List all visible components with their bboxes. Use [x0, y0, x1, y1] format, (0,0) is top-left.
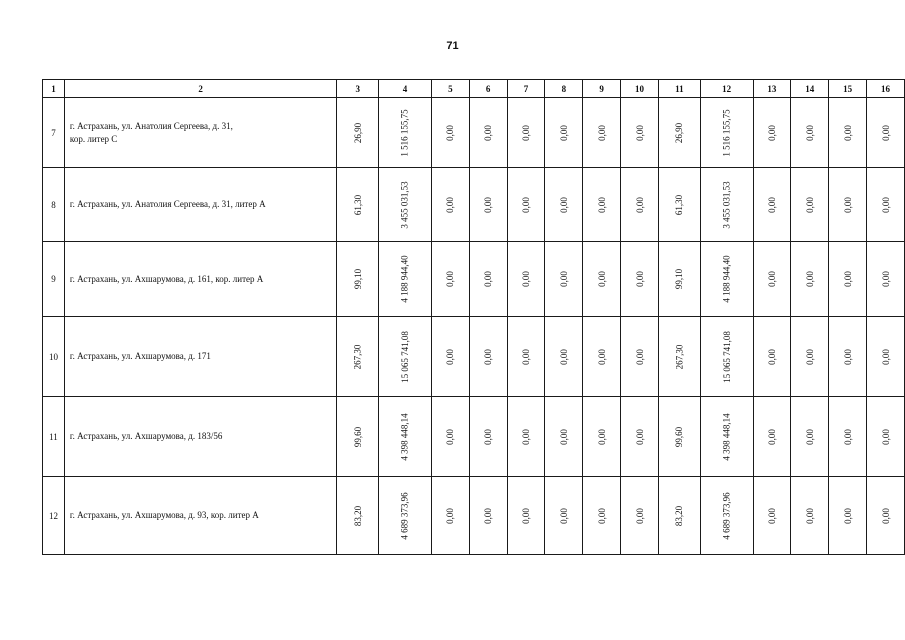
value-cell — [545, 98, 583, 168]
row-number: 9 — [43, 242, 65, 317]
row-number: 7 — [43, 98, 65, 168]
value-cell — [621, 477, 659, 555]
value-cell — [658, 477, 700, 555]
cell-value: 4 398 448,14 — [400, 412, 411, 461]
cell-value: 0,00 — [445, 124, 456, 141]
cell-value: 0,00 — [520, 428, 531, 445]
value-cell — [791, 98, 829, 168]
value-cell — [337, 168, 379, 242]
value-cell — [431, 168, 469, 242]
address-line-1: г. Астрахань, ул. Ахшарумова, д. 183/56 — [69, 431, 223, 441]
cell-value: 0,00 — [520, 124, 531, 141]
cell-value: 0,00 — [445, 348, 456, 365]
value-cell — [867, 477, 905, 555]
cell-value: 0,00 — [804, 124, 815, 141]
cell-value: 0,00 — [804, 196, 815, 213]
cell-value: 0,00 — [766, 348, 777, 365]
value-cell — [753, 317, 791, 397]
table-row — [43, 317, 905, 397]
address-cell — [64, 242, 336, 317]
value-cell — [379, 477, 432, 555]
value-cell — [469, 317, 507, 397]
cell-value: 83,20 — [352, 505, 363, 526]
column-header: 10 — [621, 80, 659, 98]
value-cell — [700, 317, 753, 397]
cell-value: 267,30 — [352, 344, 363, 369]
value-cell — [507, 397, 545, 477]
cell-value: 4 188 944,40 — [721, 255, 732, 303]
value-cell — [545, 168, 583, 242]
cell-value: 0,00 — [445, 271, 456, 287]
value-cell — [379, 98, 432, 168]
cell-value: 0,00 — [804, 507, 815, 524]
header-row — [43, 80, 905, 98]
value-cell — [507, 317, 545, 397]
cell-value: 0,00 — [634, 428, 645, 445]
address-line-1: г. Астрахань, ул. Ахшарумова, д. 161, кор. литер А — [69, 273, 264, 284]
value-cell — [507, 168, 545, 242]
cell-value: 0,00 — [558, 428, 569, 445]
value-cell — [791, 317, 829, 397]
value-cell — [829, 477, 867, 555]
value-cell — [507, 242, 545, 317]
cell-value: 267,30 — [674, 344, 685, 369]
value-cell — [469, 397, 507, 477]
value-cell — [700, 242, 753, 317]
cell-value: 1 516 155,75 — [400, 108, 411, 157]
column-header: 11 — [658, 80, 700, 98]
value-cell — [469, 98, 507, 168]
address-cell — [64, 168, 336, 242]
cell-value: 0,00 — [766, 507, 777, 524]
column-header: 6 — [469, 80, 507, 98]
value-cell — [337, 98, 379, 168]
cell-value: 0,00 — [634, 348, 645, 365]
cell-value: 61,30 — [674, 194, 685, 215]
cell-value: 0,00 — [842, 507, 853, 524]
cell-value: 0,00 — [880, 196, 891, 213]
cell-value: 0,00 — [804, 271, 815, 287]
cell-value: 0,00 — [558, 271, 569, 287]
value-cell — [431, 477, 469, 555]
cell-value: 0,00 — [880, 507, 891, 524]
cell-value: 0,00 — [766, 124, 777, 141]
cell-value: 99,60 — [674, 426, 685, 447]
cell-value: 61,30 — [352, 194, 363, 215]
value-cell — [700, 397, 753, 477]
cell-value: 99,10 — [352, 268, 363, 290]
value-cell — [621, 98, 659, 168]
cell-value: 0,00 — [596, 428, 607, 445]
address-cell — [64, 397, 336, 477]
value-cell — [791, 242, 829, 317]
page-number: 71 — [446, 40, 459, 52]
cell-value: 0,00 — [520, 507, 531, 524]
value-cell — [753, 242, 791, 317]
value-cell — [867, 242, 905, 317]
value-cell — [583, 317, 621, 397]
column-header: 1 — [43, 80, 65, 98]
cell-value: 0,00 — [445, 507, 456, 524]
cell-value: 0,00 — [880, 124, 891, 141]
cell-value: 3 455 031,53 — [400, 180, 411, 229]
value-cell — [379, 242, 432, 317]
value-cell — [791, 477, 829, 555]
cell-value: 0,00 — [483, 348, 494, 365]
value-cell — [791, 397, 829, 477]
cell-value: 0,00 — [520, 271, 531, 287]
cell-value: 0,00 — [445, 196, 456, 213]
cell-value: 0,00 — [596, 196, 607, 213]
value-cell — [829, 397, 867, 477]
column-header: 4 — [379, 80, 432, 98]
value-cell — [658, 98, 700, 168]
value-cell — [867, 98, 905, 168]
value-cell — [829, 98, 867, 168]
value-cell — [753, 98, 791, 168]
cell-value: 15 065 741,08 — [400, 330, 411, 383]
cell-value: 0,00 — [880, 271, 891, 287]
cell-value: 99,60 — [352, 426, 363, 447]
row-number: 11 — [43, 397, 65, 477]
value-cell — [431, 317, 469, 397]
cell-value: 1 516 155,75 — [721, 108, 732, 157]
address-line-1: г. Астрахань, ул. Ахшарумова, д. 171 — [69, 351, 211, 361]
value-cell — [621, 168, 659, 242]
value-cell — [867, 397, 905, 477]
cell-value: 0,00 — [483, 196, 494, 213]
value-cell — [867, 317, 905, 397]
value-cell — [753, 168, 791, 242]
value-cell — [507, 98, 545, 168]
table-row — [43, 477, 905, 555]
address-cell — [64, 98, 336, 168]
value-cell — [469, 168, 507, 242]
cell-value: 0,00 — [634, 196, 645, 213]
row-number: 12 — [43, 477, 65, 555]
cell-value: 4 188 944,40 — [400, 255, 411, 303]
cell-value: 0,00 — [445, 428, 456, 445]
value-cell — [867, 168, 905, 242]
cell-value: 0,00 — [558, 124, 569, 141]
cell-value: 0,00 — [520, 348, 531, 365]
table-body — [43, 80, 905, 555]
cell-value: 26,90 — [674, 122, 685, 143]
value-cell — [829, 317, 867, 397]
column-header: 8 — [545, 80, 583, 98]
value-cell — [658, 397, 700, 477]
column-header: 16 — [867, 80, 905, 98]
cell-value: 0,00 — [842, 428, 853, 445]
column-header: 15 — [829, 80, 867, 98]
value-cell — [583, 477, 621, 555]
table-row — [43, 242, 905, 317]
column-header: 9 — [583, 80, 621, 98]
value-cell — [791, 168, 829, 242]
value-cell — [658, 168, 700, 242]
value-cell — [431, 242, 469, 317]
cell-value: 0,00 — [483, 507, 494, 524]
cell-value: 0,00 — [842, 348, 853, 365]
cell-value: 0,00 — [634, 124, 645, 141]
column-header: 13 — [753, 80, 791, 98]
value-cell — [431, 397, 469, 477]
column-header: 7 — [507, 80, 545, 98]
cell-value: 0,00 — [766, 196, 777, 213]
address-line-1: г. Астрахань, ул. Ахшарумова, д. 93, кор. литер А — [69, 510, 259, 520]
value-cell — [583, 98, 621, 168]
cell-value: 3 455 031,53 — [721, 180, 732, 229]
address-line-2: кор. литер С — [69, 133, 118, 144]
column-header: 2 — [64, 80, 336, 98]
value-cell — [379, 317, 432, 397]
value-cell — [829, 168, 867, 242]
value-cell — [469, 477, 507, 555]
cell-value: 0,00 — [520, 196, 531, 213]
cell-value: 83,20 — [674, 505, 685, 526]
cell-value: 0,00 — [634, 271, 645, 287]
cell-value: 0,00 — [483, 124, 494, 141]
cell-value: 0,00 — [842, 196, 853, 213]
value-cell — [545, 397, 583, 477]
cell-value: 0,00 — [880, 428, 891, 445]
value-cell — [621, 242, 659, 317]
value-cell — [545, 242, 583, 317]
cell-value: 0,00 — [804, 348, 815, 365]
cell-value: 0,00 — [634, 507, 645, 524]
value-cell — [658, 242, 700, 317]
cell-value: 0,00 — [596, 271, 607, 287]
value-cell — [431, 98, 469, 168]
address-line-1: г. Астрахань, ул. Анатолия Сергеева, д. 31, литер А — [69, 199, 266, 209]
cell-value: 0,00 — [766, 428, 777, 445]
column-header: 5 — [431, 80, 469, 98]
row-number: 8 — [43, 168, 65, 242]
value-cell — [829, 242, 867, 317]
value-cell — [753, 397, 791, 477]
table-row — [43, 98, 905, 168]
row-number: 10 — [43, 317, 65, 397]
cell-value: 0,00 — [558, 348, 569, 365]
cell-value: 0,00 — [483, 428, 494, 445]
value-cell — [337, 317, 379, 397]
value-cell — [545, 317, 583, 397]
value-cell — [621, 317, 659, 397]
cell-value: 4 689 373,96 — [400, 491, 411, 540]
value-cell — [545, 477, 583, 555]
cell-value: 99,10 — [674, 268, 685, 290]
cell-value: 0,00 — [804, 428, 815, 445]
cell-value: 4 689 373,96 — [721, 491, 732, 540]
register-table — [42, 79, 905, 555]
cell-value: 0,00 — [558, 196, 569, 213]
value-cell — [700, 168, 753, 242]
value-cell — [507, 477, 545, 555]
value-cell — [337, 397, 379, 477]
value-cell — [700, 477, 753, 555]
value-cell — [658, 317, 700, 397]
cell-value: 26,90 — [352, 122, 363, 143]
value-cell — [700, 98, 753, 168]
value-cell — [621, 397, 659, 477]
cell-value: 0,00 — [558, 507, 569, 524]
column-header: 3 — [337, 80, 379, 98]
value-cell — [379, 168, 432, 242]
value-cell — [337, 477, 379, 555]
cell-value: 0,00 — [842, 124, 853, 141]
value-cell — [337, 242, 379, 317]
value-cell — [583, 168, 621, 242]
value-cell — [469, 242, 507, 317]
cell-value: 0,00 — [766, 271, 777, 287]
value-cell — [583, 397, 621, 477]
value-cell — [753, 477, 791, 555]
address-line-1: г. Астрахань, ул. Анатолия Сергеева, д. 31, — [69, 120, 233, 131]
value-cell — [583, 242, 621, 317]
column-header: 12 — [700, 80, 753, 98]
address-cell — [64, 317, 336, 397]
address-cell — [64, 477, 336, 555]
column-header: 14 — [791, 80, 829, 98]
cell-value: 0,00 — [880, 348, 891, 365]
cell-value: 0,00 — [596, 124, 607, 141]
table-row — [43, 397, 905, 477]
cell-value: 15 065 741,08 — [721, 330, 732, 383]
cell-value: 0,00 — [596, 507, 607, 524]
table-row — [43, 168, 905, 242]
cell-value: 0,00 — [483, 271, 494, 287]
cell-value: 0,00 — [842, 271, 853, 287]
cell-value: 4 398 448,14 — [721, 412, 732, 461]
cell-value: 0,00 — [596, 348, 607, 365]
value-cell — [379, 397, 432, 477]
